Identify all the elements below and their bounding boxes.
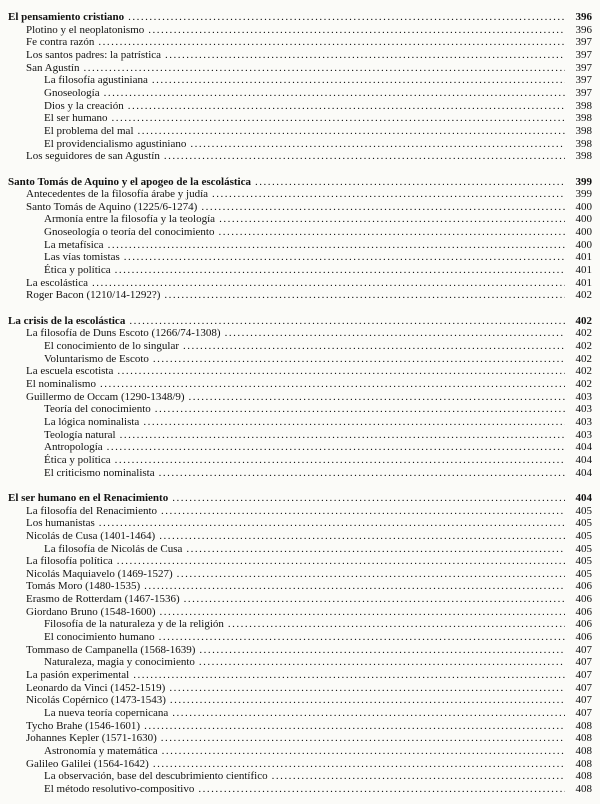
toc-entry: [8, 745, 592, 758]
toc-entry: [8, 580, 592, 593]
toc-entry: [8, 732, 592, 745]
toc-entry-page-number: 407: [575, 694, 592, 707]
dot-leader: [104, 87, 565, 100]
toc-entry-page-number: 403: [575, 428, 592, 441]
toc-entry-page-number: 407: [575, 643, 592, 656]
dot-leader: [255, 176, 565, 189]
dot-leader: [152, 74, 565, 87]
dot-leader: [225, 327, 565, 340]
toc-entry-title: Nicolás Maquiavelo (1469-1527): [26, 567, 173, 580]
toc-entry-page-number: 398: [575, 124, 592, 137]
dot-leader: [115, 264, 565, 277]
toc-section-header: [8, 176, 592, 189]
toc-entry-page-number: 397: [575, 48, 592, 61]
dot-leader: [133, 669, 565, 682]
dot-leader: [128, 11, 565, 24]
dot-leader: [124, 251, 565, 264]
toc-entry-title: San Agustín: [26, 61, 80, 74]
dot-leader: [120, 429, 565, 442]
toc-entry-page-number: 401: [575, 276, 592, 289]
toc-entry-page-number: 407: [575, 669, 592, 682]
toc-entry: [8, 644, 592, 657]
toc-entry-title: La observación, base del descubrimiento científico: [44, 770, 268, 783]
toc-entry-title: Gnoseología: [44, 86, 100, 99]
toc-entry-title: El providencialismo agustiniano: [44, 137, 187, 150]
dot-leader: [184, 593, 565, 606]
dot-leader: [107, 441, 565, 454]
toc-entry-title: Astronomía y matemática: [44, 745, 158, 758]
toc-entry-page-number: 403: [575, 390, 592, 403]
toc-entry: [8, 100, 592, 113]
toc-entry: [8, 505, 592, 518]
toc-section-header: [8, 492, 592, 505]
toc-entry-title: Erasmo de Rotterdam (1467-1536): [26, 593, 180, 606]
toc-entry: [8, 707, 592, 720]
toc-entry: [8, 555, 592, 568]
toc-entry-title: La filosofía de Duns Escoto (1266/74-1308): [26, 327, 221, 340]
toc-entry-page-number: 405: [575, 555, 592, 568]
toc-entry-title: El conocimiento de lo singular: [44, 340, 180, 353]
toc-entry: [8, 277, 592, 290]
toc-entry-page-number: 406: [575, 631, 592, 644]
toc-entry: [8, 365, 592, 378]
toc-entry: [8, 36, 592, 49]
dot-leader: [199, 656, 565, 669]
toc-entry: [8, 289, 592, 302]
dot-leader: [99, 517, 565, 530]
dot-leader: [164, 289, 565, 302]
toc-entry-title: La nueva teoría copernicana: [44, 707, 169, 720]
toc-entry: [8, 517, 592, 530]
toc-entry-page-number: 400: [575, 213, 592, 226]
toc-entry: [8, 416, 592, 429]
toc-entry: [8, 543, 592, 556]
toc-entry-page-number: 407: [575, 707, 592, 720]
toc-entry-page-number: 398: [575, 137, 592, 150]
toc-entry: [8, 656, 592, 669]
dot-leader: [165, 49, 565, 62]
toc-entry: [8, 454, 592, 467]
toc-entry-page-number: 404: [575, 491, 592, 504]
toc-entry-page-number: 397: [575, 74, 592, 87]
toc-entry-title: Plotino y el neoplatonismo: [26, 23, 145, 36]
toc-entry-page-number: 401: [575, 251, 592, 264]
dot-leader: [144, 580, 565, 593]
toc-entry-title: La crisis de la escolástica: [8, 314, 126, 327]
toc-entry-page-number: 408: [575, 745, 592, 758]
dot-leader: [201, 201, 565, 214]
dot-leader: [98, 36, 565, 49]
toc-entry-title: La filosofía agustiniana: [44, 74, 148, 87]
dot-leader: [83, 62, 565, 75]
toc-entry: [8, 87, 592, 100]
dot-leader: [199, 644, 565, 657]
dot-leader: [112, 112, 565, 125]
toc-entry-title: Ética y política: [44, 264, 111, 277]
toc-entry-page-number: 402: [575, 340, 592, 353]
toc-entry-title: Guillermo de Occam (1290-1348/9): [26, 390, 185, 403]
toc-entry-title: Naturaleza, magia y conocimiento: [44, 656, 195, 669]
dot-leader: [170, 694, 565, 707]
toc-entry-page-number: 408: [575, 782, 592, 795]
dot-leader: [159, 530, 565, 543]
toc-entry: [8, 720, 592, 733]
toc-entry-title: La escuela escotista: [26, 365, 114, 378]
toc-entry-title: El método resolutivo-compositivo: [44, 782, 195, 795]
dot-leader: [100, 378, 565, 391]
toc-entry: [8, 606, 592, 619]
toc-entry-title: Voluntarismo de Escoto: [44, 352, 149, 365]
dot-leader: [155, 403, 565, 416]
toc-entry-page-number: 405: [575, 542, 592, 555]
toc-entry-page-number: 402: [575, 289, 592, 302]
toc-entry-page-number: 398: [575, 150, 592, 163]
toc-entry: [8, 568, 592, 581]
toc-entry: [8, 327, 592, 340]
toc-entry-title: Tomás Moro (1480-1535): [26, 580, 141, 593]
toc-entry-page-number: 400: [575, 200, 592, 213]
toc-entry-page-number: 408: [575, 757, 592, 770]
toc-entry-title: Las vías tomistas: [44, 251, 120, 264]
toc-entry-page-number: 399: [575, 175, 592, 188]
toc-entry: [8, 24, 592, 37]
toc-entry-page-number: 406: [575, 593, 592, 606]
toc-entry: [8, 403, 592, 416]
toc-entry-page-number: 404: [575, 453, 592, 466]
toc-entry-page-number: 396: [575, 23, 592, 36]
toc-entry: [8, 467, 592, 480]
toc-entry-page-number: 402: [575, 314, 592, 327]
toc-entry: [8, 669, 592, 682]
toc-entry-title: Gnoseología o teoría del conocimiento: [44, 226, 215, 239]
toc-entry-page-number: 402: [575, 327, 592, 340]
toc-entry-title: Los seguidores de san Agustín: [26, 150, 160, 163]
toc-entry: [8, 251, 592, 264]
toc-entry-page-number: 408: [575, 719, 592, 732]
toc-entry-page-number: 401: [575, 264, 592, 277]
toc-entry: [8, 618, 592, 631]
toc-entry-page-number: 405: [575, 567, 592, 580]
dot-leader: [143, 416, 565, 429]
toc-entry-title: Giordano Bruno (1548-1600): [26, 605, 156, 618]
toc-entry-page-number: 408: [575, 732, 592, 745]
toc-entry: [8, 213, 592, 226]
toc-entry-title: Antropología: [44, 441, 103, 454]
toc-entry-title: El ser humano en el Renacimiento: [8, 491, 169, 504]
dot-leader: [162, 745, 565, 758]
dot-leader: [138, 125, 566, 138]
dot-leader: [117, 365, 565, 378]
toc-entry-title: Nicolás de Cusa (1401-1464): [26, 529, 156, 542]
toc-entry: [8, 391, 592, 404]
toc-entry: [8, 239, 592, 252]
toc-entry-title: Los humanistas: [26, 517, 95, 530]
toc-entry: [8, 378, 592, 391]
toc-entry-page-number: 397: [575, 86, 592, 99]
dot-leader: [189, 391, 565, 404]
dot-leader: [219, 213, 565, 226]
toc-entry-title: El conocimiento humano: [44, 631, 155, 644]
toc-entry: [8, 264, 592, 277]
toc-entry-page-number: 398: [575, 99, 592, 112]
toc-entry-page-number: 403: [575, 403, 592, 416]
toc-entry-title: Ética y política: [44, 453, 111, 466]
toc-entry-page-number: 402: [575, 352, 592, 365]
toc-entry-page-number: 406: [575, 618, 592, 631]
toc-entry-title: Fe contra razón: [26, 36, 95, 49]
dot-leader: [128, 100, 565, 113]
toc-entry-page-number: 405: [575, 517, 592, 530]
toc-entry: [8, 62, 592, 75]
dot-leader: [186, 543, 565, 556]
toc-entry-title: La escolástica: [26, 276, 88, 289]
toc-entry: [8, 150, 592, 163]
toc-entry: [8, 353, 592, 366]
dot-leader: [218, 226, 565, 239]
toc-entry: [8, 138, 592, 151]
toc-entry-title: El pensamiento cristiano: [8, 11, 125, 23]
toc-entry-title: Galileo Galilei (1564-1642): [26, 757, 149, 770]
dot-leader: [129, 315, 565, 328]
toc-section-header: [8, 315, 592, 328]
toc-entry-title: Leonardo da Vinci (1452-1519): [26, 681, 166, 694]
dot-leader: [177, 568, 565, 581]
dot-leader: [117, 555, 565, 568]
toc-entry-title: Tycho Brahe (1546-1601): [26, 719, 141, 732]
dot-leader: [160, 606, 565, 619]
toc-entry-title: Roger Bacon (1210/14-1292?): [26, 289, 161, 302]
toc-entry-title: Santo Tomás de Aquino y el apogeo de la escolástica: [8, 175, 251, 188]
dot-leader: [228, 618, 565, 631]
toc-entry: [8, 74, 592, 87]
dot-leader: [115, 454, 565, 467]
dot-leader: [92, 277, 565, 290]
toc-entry-title: El ser humano: [44, 112, 108, 125]
toc-entry-title: Filosofía de la naturaleza y de la religión: [44, 618, 224, 631]
dot-leader: [161, 732, 565, 745]
toc-entry-page-number: 405: [575, 504, 592, 517]
toc-entry-title: Armonía entre la filosofía y la teología: [44, 213, 216, 226]
toc-entry: [8, 783, 592, 796]
toc-entry: [8, 682, 592, 695]
toc-entry-title: Santo Tomás de Aquino (1225/6-1274): [26, 200, 198, 213]
toc-entry-title: La filosofía de Nicolás de Cusa: [44, 542, 183, 555]
toc-entry-title: La filosofía política: [26, 555, 113, 568]
toc-entry-page-number: 405: [575, 529, 592, 542]
dot-leader: [164, 150, 565, 163]
dot-leader: [159, 467, 565, 480]
toc-entry-title: La lógica nominalista: [44, 415, 140, 428]
toc-entry-page-number: 396: [575, 11, 592, 23]
toc-entry-page-number: 407: [575, 656, 592, 669]
toc-entry: [8, 125, 592, 138]
toc-entry-title: Dios y la creación: [44, 99, 124, 112]
dot-leader: [144, 720, 565, 733]
dot-leader: [183, 340, 565, 353]
toc-entry-title: La pasión experimental: [26, 669, 130, 682]
toc-entry: [8, 694, 592, 707]
toc-entry-title: Johannes Kepler (1571-1630): [26, 732, 157, 745]
dot-leader: [198, 783, 565, 796]
toc-entry-page-number: 400: [575, 238, 592, 251]
toc-entry: [8, 112, 592, 125]
toc-entry-title: La filosofía del Renacimiento: [26, 504, 158, 517]
toc-entry-page-number: 397: [575, 61, 592, 74]
toc-entry-page-number: 404: [575, 466, 592, 479]
toc-entry-title: Los santos padres: la patrística: [26, 48, 162, 61]
toc-entry-title: El criticismo nominalista: [44, 466, 155, 479]
dot-leader: [148, 24, 565, 37]
toc-entry: [8, 340, 592, 353]
toc-entry: [8, 201, 592, 214]
toc-entry: [8, 226, 592, 239]
toc-entry-page-number: 404: [575, 441, 592, 454]
dot-leader: [272, 770, 565, 783]
toc-entry-title: Teoría del conocimiento: [44, 403, 151, 416]
toc-entry: [8, 593, 592, 606]
toc-entry-title: El problema del mal: [44, 124, 134, 137]
toc-entry-title: El nominalismo: [26, 378, 96, 390]
toc-entry-page-number: 403: [575, 415, 592, 428]
toc-entry-page-number: 397: [575, 36, 592, 49]
dot-leader: [172, 707, 565, 720]
dot-leader: [169, 682, 565, 695]
toc-section-header: [8, 11, 592, 24]
toc-entry: [8, 441, 592, 454]
toc-entry-page-number: 406: [575, 605, 592, 618]
dot-leader: [153, 758, 565, 771]
dot-leader: [161, 505, 565, 518]
table-of-contents: [8, 11, 592, 796]
toc-entry-title: Antecedentes de la filosofía árabe y judía: [26, 188, 209, 201]
toc-entry-title: La metafísica: [44, 238, 104, 251]
toc-entry-page-number: 399: [575, 188, 592, 201]
dot-leader: [212, 188, 565, 201]
toc-entry-page-number: 398: [575, 112, 592, 125]
toc-entry: [8, 188, 592, 201]
toc-entry-page-number: 408: [575, 770, 592, 783]
toc-entry-title: Tommaso de Campanella (1568-1639): [26, 643, 196, 656]
dot-leader: [108, 239, 565, 252]
toc-entry: [8, 631, 592, 644]
toc-entry: [8, 530, 592, 543]
dot-leader: [190, 138, 565, 151]
toc-entry: [8, 758, 592, 771]
toc-entry-page-number: 406: [575, 580, 592, 593]
toc-entry: [8, 429, 592, 442]
toc-entry: [8, 770, 592, 783]
toc-entry-page-number: 402: [575, 365, 592, 378]
toc-entry-page-number: 400: [575, 226, 592, 239]
toc-entry-page-number: 407: [575, 681, 592, 694]
toc-entry-title: Teología natural: [44, 428, 116, 441]
toc-entry-page-number: 402: [575, 378, 592, 390]
dot-leader: [153, 353, 565, 366]
toc-entry: [8, 49, 592, 62]
dot-leader: [172, 492, 565, 505]
dot-leader: [159, 631, 565, 644]
toc-entry-title: Nicolás Copérnico (1473-1543): [26, 694, 166, 707]
